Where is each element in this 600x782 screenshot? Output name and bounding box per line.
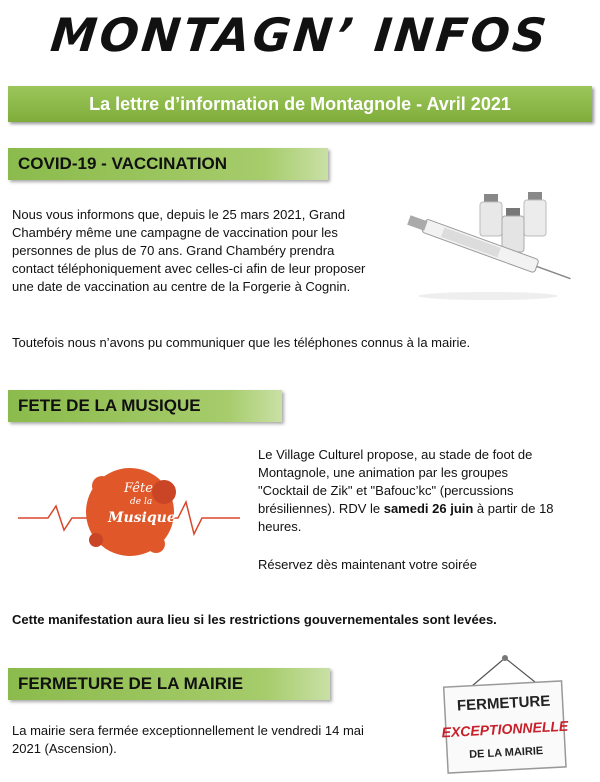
- fermeture-sign: [436, 652, 574, 778]
- section-heading-mairie: FERMETURE DE LA MAIRIE: [8, 668, 330, 700]
- covid-note: Toutefois nous n’avons pu communiquer que les téléphones connus à la mairie.: [12, 335, 471, 350]
- musique-reservation: Réservez dès maintenant votre soirée: [258, 557, 477, 572]
- logo-text-fete: Fête: [124, 481, 153, 496]
- sign-text-de-la-mairie: DE LA MAIRIE: [468, 745, 544, 761]
- fete-de-la-musique-logo: [18, 448, 240, 566]
- logo-text-musique: Musique: [108, 510, 176, 526]
- musique-date: samedi 26 juin: [383, 501, 474, 516]
- musique-condition: Cette manifestation aura lieu si les restrictions gouvernementales sont levées.: [12, 612, 497, 627]
- logo-text-de-la: de la: [130, 497, 153, 507]
- musique-text-start: Le Village Culturel propose, au stade de foot de Montagnole, une animation par les groupes "Cocktail de Zik" et "Bafouc’kc" (percussions brésiliennes). RDV le: [258, 447, 533, 516]
- mairie-paragraph: La mairie sera fermée exceptionnellement le vendredi 14 mai 2021 (Ascension).: [12, 723, 364, 756]
- musique-text-end: à partir de 18 heures.: [258, 501, 554, 534]
- sign-text-exceptionnelle: EXCEPTIONNELLE: [441, 717, 569, 741]
- section-heading-covid: COVID-19 - VACCINATION: [8, 148, 328, 180]
- vial-icon: [502, 208, 524, 252]
- vial-icon: [480, 194, 502, 236]
- musique-paragraph: [258, 446, 558, 536]
- covid-paragraph: Nous vous informons que, depuis le 25 mars 2021, Grand Chambéry même une campagne de vaccination pour les personnes de plus de 70 ans. Grand Chambéry prendra contact téléphoniquement avec celles-ci afin de leur proposer une date de vaccination au centre de la Forgerie à Cognin.: [12, 207, 366, 294]
- newsletter-title: MONTAGN’ INFOS: [48, 8, 552, 62]
- vaccine-syringe-illustration: [398, 184, 578, 304]
- subtitle-banner: La lettre d’information de Montagnole - Avril 2021: [8, 86, 592, 122]
- vial-icon: [524, 192, 546, 236]
- section-heading-musique: FETE DE LA MUSIQUE: [8, 390, 282, 422]
- sign-text-fermeture: FERMETURE: [456, 692, 551, 715]
